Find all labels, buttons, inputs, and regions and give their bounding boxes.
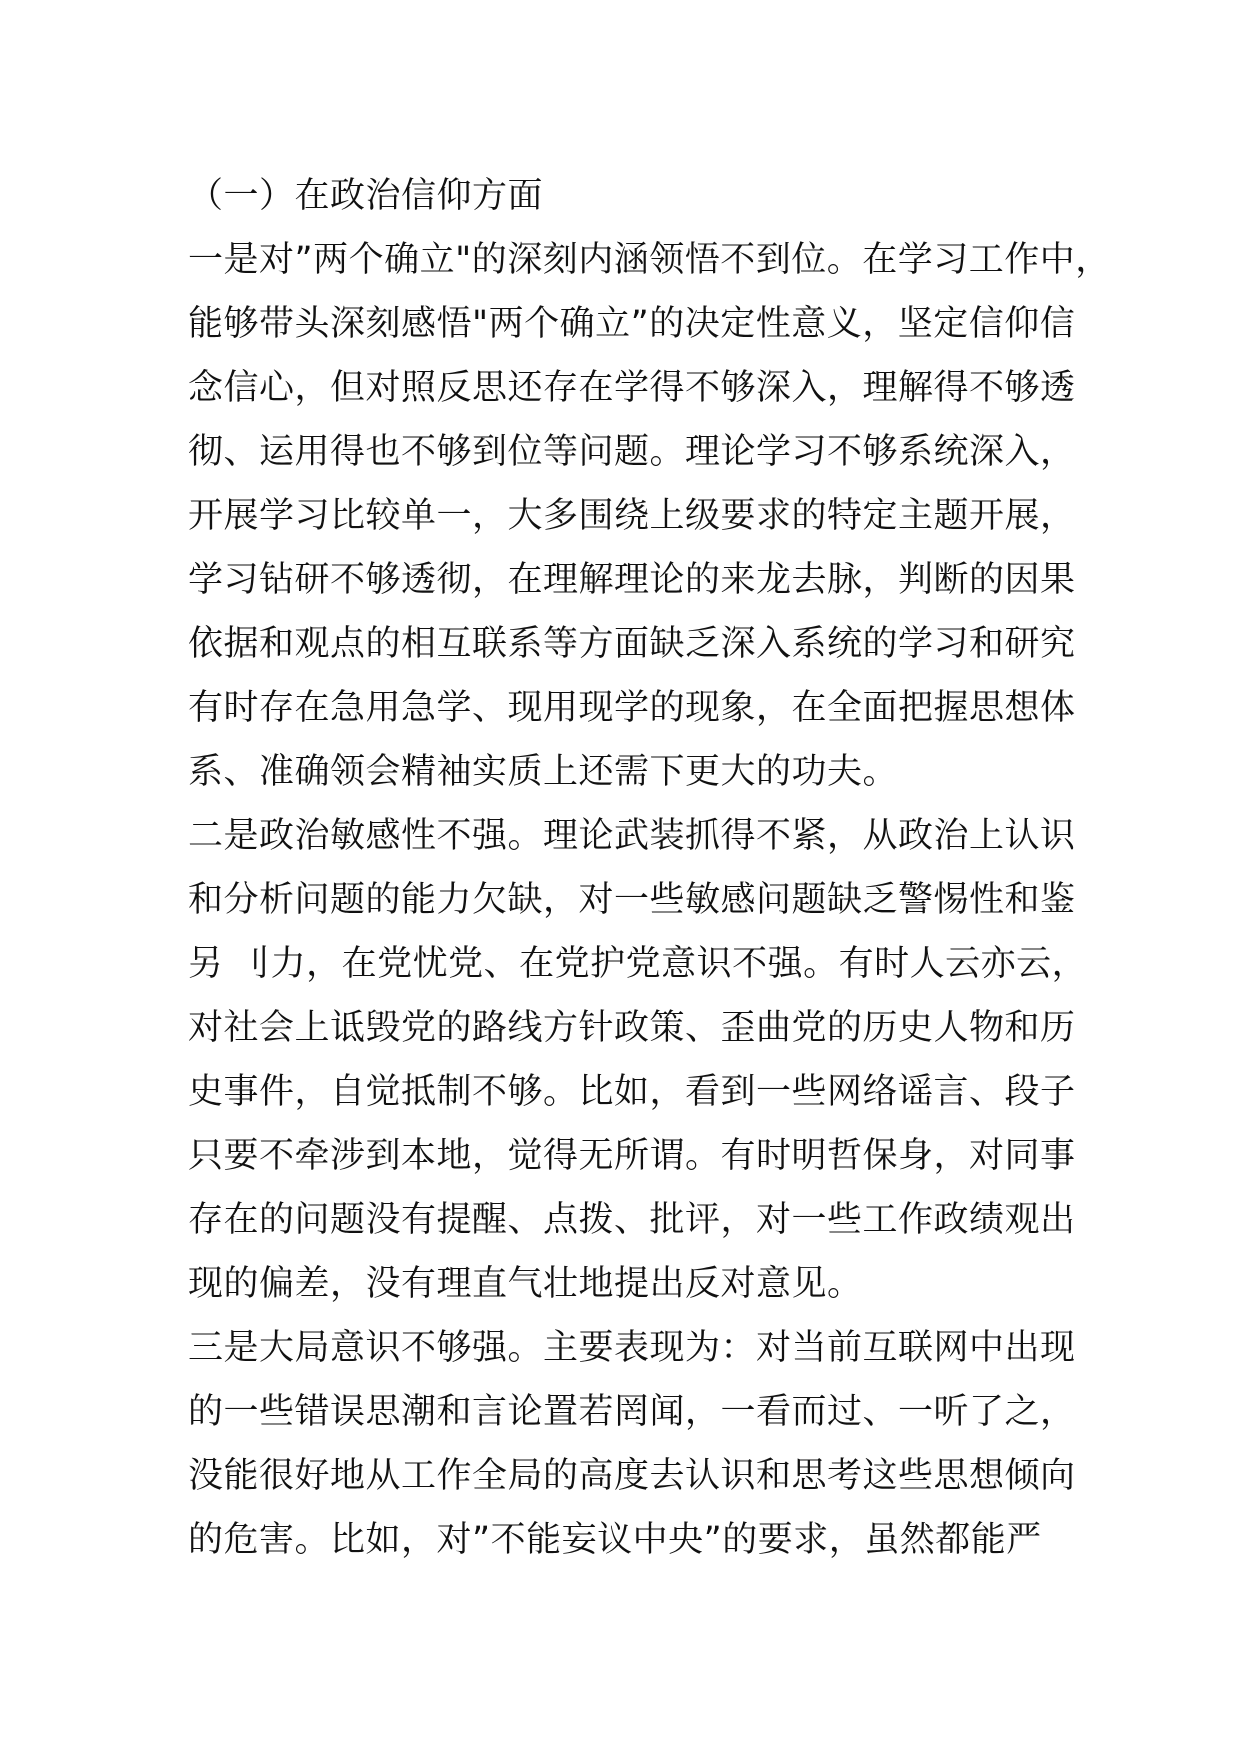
paragraph-line: 三是大局意识不够强。主要表现为：对当前互联网中出现 (188, 1328, 1076, 1368)
paragraph-line: 一是对”两个确立"的深刻内涵领悟不到位。在学习工作中， (188, 240, 1111, 280)
paragraph-line: 彻、运用得也不够到位等问题。理论学习不够系统深入， (188, 432, 1076, 472)
paragraph-line: 开展学习比较单一，大多围绕上级要求的特定主题开展， (188, 496, 1076, 536)
paragraph-line: 系、准确领会精袖实质上还需下更大的功夫。 (188, 752, 899, 792)
paragraph-line: 只要不牵涉到本地，觉得无所谓。有时明哲保身，对同事 (188, 1136, 1076, 1176)
paragraph-line: 有时存在急用急学、现用现学的现象，在全面把握思想体 (188, 688, 1076, 728)
paragraph-line: 能够带头深刻感悟"两个确立”的决定性意义，坚定信仰信 (188, 304, 1076, 344)
paragraph-line: 和分析问题的能力欠缺，对一些敏感问题缺乏警惕性和鉴 (188, 880, 1076, 920)
paragraph-line: 二是政治敏感性不强。理论武装抓得不紧，从政治上认识 (188, 816, 1076, 856)
paragraph-line: 存在的问题没有提醒、点拨、批评，对一些工作政绩观出 (188, 1200, 1076, 1240)
section-heading: （一）在政治信仰方面 (188, 176, 544, 216)
paragraph-line: 念信心，但对照反思还存在学得不够深入，理解得不够透 (188, 368, 1076, 408)
paragraph-line: 另 刂力，在党忧党、在党护党意识不强。有时人云亦云， (188, 944, 1088, 984)
paragraph-line: 没能很好地从工作全局的高度去认识和思考这些思想倾向 (188, 1456, 1076, 1496)
paragraph-line: 对社会上诋毁党的路线方针政策、歪曲党的历史人物和历 (188, 1008, 1076, 1048)
paragraph-line: 的危害。比如，对”不能妄议中央”的要求，虽然都能严 (188, 1520, 1042, 1560)
paragraph-line: 学习钻研不够透彻，在理解理论的来龙去脉，判断的因果 (188, 560, 1076, 600)
paragraph-line: 的一些错误思潮和言论置若罔闻，一看而过、一听了之， (188, 1392, 1076, 1432)
paragraph-line: 史事件，自觉抵制不够。比如，看到一些网络谣言、段子 (188, 1072, 1076, 1112)
paragraph-line: 现的偏差，没有理直气壮地提出反对意见。 (188, 1264, 863, 1304)
paragraph-line: 依据和观点的相互联系等方面缺乏深入系统的学习和研究 (188, 624, 1076, 664)
